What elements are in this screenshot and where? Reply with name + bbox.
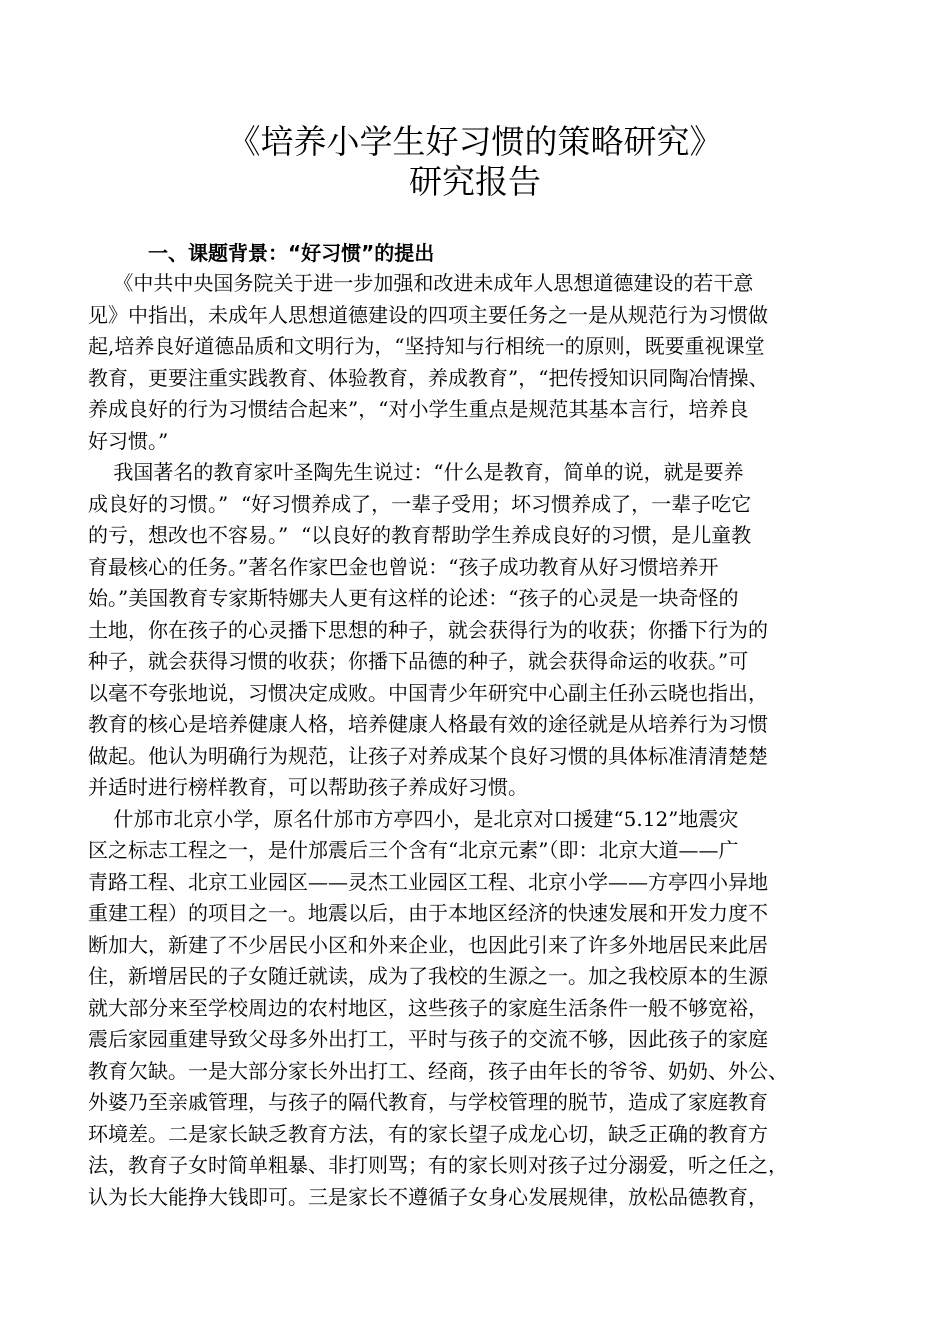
text-line: 青路工程、北京工业园区——灵杰工业园区工程、北京小学——方亭四小异地 <box>88 869 768 894</box>
text-line: 住，新增居民的子女随迁就读，成为了我校的生源之一。加之我校原本的生源 <box>88 964 768 988</box>
text-line: 断加大，新建了不少居民小区和外来企业，也因此引来了许多外地居民来此居 <box>88 932 768 957</box>
text-line: 育最核心的任务。”著名作家巴金也曾说：“孩子成功教育从好习惯培养开 <box>88 554 719 579</box>
text-line: 种子，就会获得习惯的收获；你播下品德的种子，就会获得命运的收获。”可 <box>88 649 749 673</box>
text-line: 法，教育子女时简单粗暴、非打则骂；有的家长则对孩子过分溺爱，听之任之， <box>88 1153 788 1177</box>
text-line: 教育的核心是培养健康人格，培养健康人格最有效的途径就是从培养行为习惯 <box>88 712 768 736</box>
text-line: 土地，你在孩子的心灵播下思想的种子，就会获得行为的收获；你播下行为的 <box>88 617 768 642</box>
text-line: 以毫不夸张地说，习惯决定成败。中国青少年研究中心副主任孙云晓也指出， <box>88 680 768 705</box>
text-line: 重建工程）的项目之一。地震以后，由于本地区经济的快速发展和开发力度不 <box>88 901 768 925</box>
document-subtitle: 研究报告 <box>409 162 541 201</box>
text-line: 震后家园重建导致父母多外出打工，平时与孩子的交流不够，因此孩子的家庭 <box>88 1027 768 1051</box>
text-line: 始。”美国教育专家斯特娜夫人更有这样的论述：“孩子的心灵是一块奇怪的 <box>88 586 739 610</box>
text-line: 养成良好的行为习惯结合起来”，“对小学生重点是规范其基本言行，培养良 <box>88 397 749 421</box>
text-line: 我国著名的教育家叶圣陶先生说过：“什么是教育，简单的说，就是要养 <box>88 460 744 484</box>
text-line: 见》中指出，未成年人思想道德建设的四项主要任务之一是从规范行为习惯做 <box>88 302 768 327</box>
body-text <box>88 268 878 1213</box>
text-line: 起,培养良好道德品质和文明行为，“坚持知与行相统一的原则，既要重视课堂 <box>88 334 765 358</box>
text-line: 《中共中央国务院关于进一步加强和改进未成年人思想道德建设的若干意 <box>88 271 754 295</box>
text-line: 成良好的习惯。” “好习惯养成了，一辈子受用；坏习惯养成了，一辈子吃它 <box>88 491 752 516</box>
section-heading: 一、课题背景：“好习惯”的提出 <box>148 241 435 265</box>
text-line: 好习惯。” <box>88 428 169 453</box>
text-line: 环境差。二是家长缺乏教育方法，有的家长望子成龙心切，缺乏正确的教育方 <box>88 1121 768 1146</box>
document-title: 《培养小学生好习惯的策略研究》 <box>227 122 723 161</box>
text-line: 并适时进行榜样教育，可以帮助孩子养成好习惯。 <box>88 775 528 799</box>
text-line: 什邡市北京小学，原名什邡市方亭四小，是北京对口援建“5.12”地震灾 <box>88 806 739 831</box>
text-line: 教育，更要注重实践教育、体验教育，养成教育”，“把传授知识同陶冶情操、 <box>88 365 769 390</box>
text-line: 做起。他认为明确行为规范，让孩子对养成某个良好习惯的具体标准清清楚楚 <box>88 743 768 768</box>
text-line: 教育欠缺。一是大部分家长外出打工、经商，孩子由年长的爷爷、奶奶、外公、 <box>88 1058 788 1083</box>
text-line: 的亏，想改也不容易。” “以良好的教育帮助学生养成良好的习惯，是儿童教 <box>88 523 752 547</box>
text-line: 就大部分来至学校周边的农村地区，这些孩子的家庭生活条件一般不够宽裕， <box>88 995 768 1020</box>
text-line: 认为长大能挣大钱即可。三是家长不遵循子女身心发展规律，放松品德教育， <box>88 1184 768 1209</box>
text-line: 外婆乃至亲戚管理，与孩子的隔代教育，与学校管理的脱节，造成了家庭教育 <box>88 1090 768 1114</box>
text-line: 区之标志工程之一，是什邡震后三个含有“北京元素”（即：北京大道——广 <box>88 838 739 862</box>
